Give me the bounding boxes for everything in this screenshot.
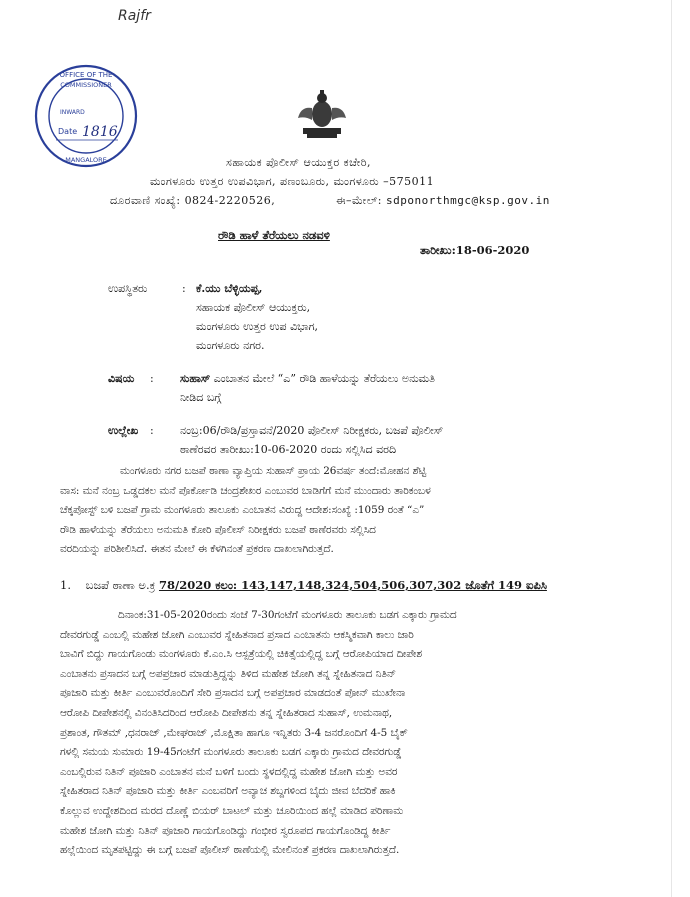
case-line: ಸ್ನೇಹಿತರಾದ ನಿತಿನ್ ಪೂಜಾರಿ ಮತ್ತು ಕೀರ್ತಿ ಎಂಬವರಿಗೆ ಅವ್ಯಾಚ ಶಬ್ದಗಳಿಂದ ಬೈದು ಜೀವ ಬೆದರಿಕೆ ಹಾಕಿ [60,785,396,798]
intro-line: ಮಂಗಳೂರು ನಗರ ಬಜಪೆ ಠಾಣಾ ವ್ಯಾಪ್ತಿಯ ಸುಹಾಸ್ ಪ್ರಾಯ 26ವರ್ಷ ತಂದೆ:ಮೋಹನ ಶೆಟ್ಟಿ [120,465,427,477]
present-colon: : [182,282,186,295]
case-station: ಬಜಪೆ ಠಾಣಾ ಅ.ಕ್ರ [85,578,156,592]
reference-line-1: ನಂಬ್ರ:06/ರೌಡಿ/ಪ್ರಸ್ತಾವನೆ/2020 ಪೊಲೀಸ್ ನಿರೀಕ್ಷಕರು, ಬಜಪೆ ಪೊಲೀಸ್ [180,424,444,437]
intro-line: ರೌಡಿ ಹಾಳೆಯನ್ನು ತೆರೆಯಲು ಅನುಮತಿ ಕೋರಿ ಪೊಲೀಸ್ ನಿರೀಕ್ಷಕರು ಬಜಪೆ ಠಾಣೆರವರು ಸಲ್ಲಿಸಿದ [60,523,376,536]
case-line: ಎಂಬಾತನು ಪ್ರಸಾದನ ಬಗ್ಗೆ ಅಪಪ್ರಚಾರ ಮಾಡುತ್ತಿದ್ದನ್ನು ತಿಳಿದ ಮಹೇಶ ಜೋಗಿ ತನ್ನ ಸ್ನೇಹಿತನಾದ ನಿತಿನ್ [60,667,397,680]
case-line: ದೇವರಗುಡ್ಡೆ ಎಂಬಲ್ಲಿ ಮಹೇಶ ಜೋಗಿ ಎಂಬುವರ ಸ್ನೇಹಿತನಾದ ಪ್ರಸಾದ ಎಂಬಾತನು ಆಕಸ್ಮಿಕವಾಗಿ ಕಾಲು ಜಾರಿ [60,628,414,641]
document-title: ರೌಡಿ ಹಾಳೆ ತೆರೆಯಲು ನಡವಳಿ [218,228,330,242]
svg-text:1816: 1816 [82,124,118,140]
case-line: ಪೂಜಾರಿ ಮತ್ತು ಕೀರ್ತಿ ಎಂಬುವರೊಂದಿಗೆ ಸೇರಿ ಪ್ರಸಾದನ ಬಗ್ಗೆ ಅಪಪ್ರಚಾರ ಮಾಡದಂತೆ ಪೋನ್ ಮುಖೇನಾ [60,687,406,700]
present-label: ಉಪಸ್ಥಿತರು [108,282,148,295]
officer-division: ಮಂಗಳೂರು ಉತ್ತರ ಉಪ ವಿಭಾಗ, [196,320,319,333]
case-number: 1. [60,578,71,592]
officer-name: ಕೆ.ಯು ಬೆಳ್ಳಿಯಪ್ಪ, [196,282,263,295]
intro-line: ವಾಸ: ಮನೆ ನಂಬ್ರ ಒಡ್ಡದಕಲ ಮನೆ ಪೊರ್ಕೋಡಿ ಚಂದ್ರಶೇಖರ ಎಂಬುವರ ಬಾಡಿಗೆಗೆ ಮನೆ ಮುಂದಾರು ತಾರಿಕಂಬಳ [60,484,431,497]
case-line: ಆರೋಪಿ ದೀಪೇಶನಲ್ಲಿ ವಿನಂತಿಸಿದರಿಂದ ಆರೋಪಿ ದೀಪೇಶನು ತನ್ನ ಸ್ನೇಹಿತರಾದ ಸುಹಾಸ್, ಉಮನಾಥ, [60,706,393,719]
svg-text:COMMISSIONER: COMMISSIONER [60,81,112,89]
case-line: ಮಹೇಶ ಜೋಗಿ ಮತ್ತು ನಿತಿನ್ ಪೂಜಾರಿ ಗಾಯಗೊಂಡಿದ್ದು ಗಂಭೀರ ಸ್ವರೂಪದ ಗಾಯಗೊಂಡಿದ್ದ ಕೀರ್ತಿ [60,824,391,837]
case-heading [60,578,547,593]
reference-colon: : [150,424,154,437]
svg-text:Date: Date [58,127,78,136]
officer-designation: ಸಹಾಯಕ ಪೊಲೀಸ್ ಆಯುಕ್ತರು, [196,301,311,314]
case-line: ಪ್ರಶಾಂತ, ಗೌತಮ್ ,ಧನರಾಜ್ ,ಮೇಘರಾಜ್ ,ಮೊಕ್ಷಿತಾ ಹಾಗೂ ಇನ್ನಿತರು 3-4 ಜನರೊಂದಿಗೆ 4-5 ಬೈಕ್ [60,726,408,739]
svg-text:MANGALORE: MANGALORE [65,156,107,164]
intro-line: ಚೆಕ್ಕಪೋಸ್ಟ್ ಬಳಿ ಬಜಪೆ ಗ್ರಾಮ ಮಂಗಳೂರು ತಾಲೂಕು ಎಂಬಾತನ ವಿರುದ್ದ ಆದೇಶ:ಸಂಖ್ಯೆ :1059 ರಂತೆ “ಎ” [60,504,425,517]
reference-label: ಉಲ್ಲೇಖ [108,424,139,437]
subject-text: ಎಂಬಾತನ ಮೇಲೆ “ಎ” ರೌಡಿ ಹಾಳೆಯನ್ನು ತೆರೆಯಲು ಅನುಮತಿ [213,372,435,385]
phone-number: 0824-2220526, [184,194,276,207]
subject-label: ವಿಷಯ [108,372,135,385]
reference-line-2: ಠಾಣೆರವರ ತಾರೀಖು:10-06-2020 ರಂದು ಸಲ್ಲಿಸಿದ ವರದಿ [180,443,397,456]
corner-initials: Rajfr [118,8,151,24]
subject-line-2: ನೀಡಿದ ಬಗ್ಗೆ [180,391,222,404]
case-line: ಕೊಲ್ಲುವ ಉದ್ದೇಶದಿಂದ ಮರದ ದೊಣ್ಣೆ ಬಿಯರ್ ಬಾಟಲ್ ಮತ್ತು ಚೂರಿಯಿಂದ ಹಲ್ಲೆ ಮಾಡಿದ ಪರಿಣಾಮ [60,804,404,817]
case-paragraph [60,606,457,861]
intro-paragraph [60,462,431,560]
case-line: ಎಂಬಲ್ಲಿರುವ ನಿತಿನ್ ಪೂಜಾರಿ ಎಂಬಾತನ ಮನೆ ಬಳಿಗೆ ಬಂದು ಸ್ಥಳದಲ್ಲಿದ್ದ ಮಹೇಶ ಜೋಗಿ ಮತ್ತು ಅವರ [60,765,398,778]
case-line: ಹಲ್ಲೆಯಿಂದ ಮೃತಪಟ್ಟಿದ್ದು ಈ ಬಗ್ಗೆ ಬಜಪೆ ಪೊಲೀಸ್ ಠಾಣೆಯಲ್ಲಿ ಮೇಲಿನಂತೆ ಪ್ರಕರಣ ದಾಖಲಾಗಿರುತ್ತದೆ. [60,844,400,857]
subject-name: ಸುಹಾಸ್ [180,372,211,385]
office-receipt-stamp [32,62,140,170]
contact-line [110,194,275,208]
email-label: ಈ–ಮೇಲ್: [336,194,383,207]
email-line [336,194,550,208]
state-emblem-icon [293,88,351,140]
intro-line: ವರದಿಯನ್ನು ಪರಿಶೀಲಿಸಿದೆ. ಈತನ ಮೇಲೆ ಈ ಕೆಳಗಿನಂತೆ ಪ್ರಕರಣ ದಾಖಲಾಗಿರುತ್ತದೆ. [60,543,334,556]
phone-label: ದೂರವಾಣಿ ಸಂಖ್ಯೆ: [110,194,181,207]
subject-line-1 [180,372,435,386]
office-name: ಸಹಾಯಕ ಪೊಲೀಸ್ ಆಯುಕ್ತರ ಕಚೇರಿ, [226,156,372,169]
case-sections: 78/2020 ಕಲಂ: 143,147,148,324,504,506,307,302 ಜೊತೆಗೆ 149 ಐಪಿಸಿ [158,578,547,592]
svg-text:OFFICE OF THE: OFFICE OF THE [59,71,113,79]
page-edge-shadow [671,0,672,897]
document-date: ತಾರೀಖು:18-06-2020 [420,243,530,257]
subject-colon: : [150,372,154,385]
svg-text:INWARD: INWARD [60,109,85,116]
case-line: ದಿನಾಂಕ:31-05-2020ರಂದು ಸಂಜೆ 7-30ಗಂಟೆಗೆ ಮಂಗಳೂರು ತಾಲೂಕು ಬಡಗ ಎಕ್ಕಾರು ಗ್ರಾಮದ [118,609,457,621]
case-line: ಬಾವಿಗೆ ಬಿದ್ದು ಗಾಯಗೊಂಡು ಮಂಗಳೂರು ಕೆ.ಎಂ.ಸಿ ಆಸ್ಪತ್ರೆಯಲ್ಲಿ ಚಿಕಿತ್ಸೆಯಲ್ಲಿದ್ದ ಬಗ್ಗೆ ಆರೋಪಿಯಾದ ದೀಪೇಶ [60,648,423,661]
office-address: ಮಂಗಳೂರು ಉತ್ತರ ಉಪವಿಭಾಗ, ಪಣಂಬೂರು, ಮಂಗಳೂರು –575011 [150,175,435,188]
email-address: sdponorthmgc@ksp.gov.in [386,194,550,207]
case-line: ಗಳಲ್ಲಿ ಸಮಯ ಸುಮಾರು 19-45ಗಂಟೆಗೆ ಮಂಗಳೂರು ತಾಲೂಕು ಬಡಗ ಎಕ್ಕಾರು ಗ್ರಾಮದ ದೇವರಗುಡ್ಡೆ [60,746,402,759]
officer-city: ಮಂಗಳೂರು ನಗರ. [196,339,265,352]
